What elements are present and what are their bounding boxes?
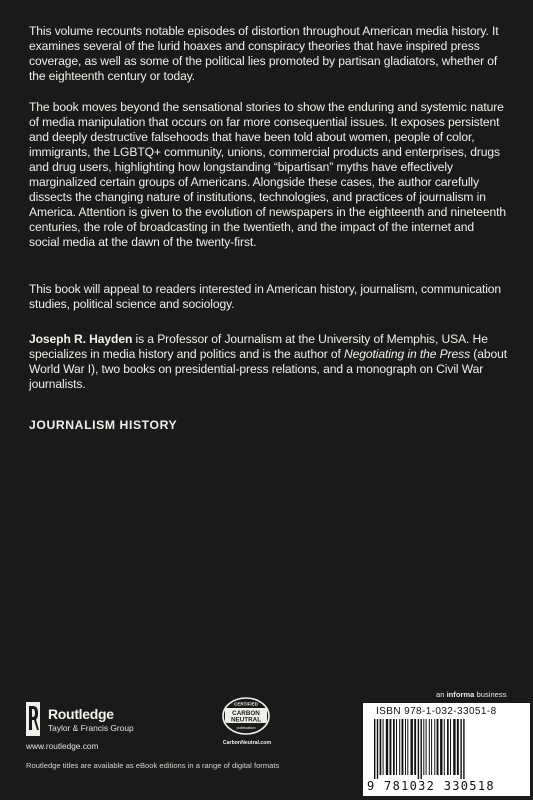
author-bio-part-2: (about World War I), two books on presidential-press relations, and a monograph on Civil War journalists.	[29, 347, 507, 391]
blurb-text: This volume recounts notable episodes of distortion throughout American media history. It examines several of the lurid hoaxes and conspiracy theories that have inspired press coverage, as well as some of the political lies promoted by partisan gladiators, whether of the eighteenth century or today.	[29, 24, 499, 83]
blurb-paragraph-2	[29, 100, 507, 250]
ebook-note: Routledge titles are available as eBook editions in a range of digital formats	[26, 761, 280, 770]
isbn-barcode	[363, 703, 530, 796]
routledge-logo-icon	[26, 702, 40, 736]
informa-suffix: business	[474, 690, 507, 699]
author-name: Joseph R. Hayden	[29, 332, 133, 346]
informa-brand: informa	[446, 690, 475, 699]
subject-category: JOURNALISM HISTORY	[29, 418, 178, 432]
author-book-title: Negotiating in the Press	[344, 347, 471, 361]
informa-tagline	[436, 690, 507, 699]
barcode-digits: 9 781032 330518	[367, 779, 495, 793]
blurb-text: This book will appeal to readers interested in American history, journalism, communication studies, political science and sociology.	[29, 282, 502, 311]
carbon-neutral-seal-icon	[221, 696, 271, 736]
blurb-text: The book moves beyond the sensational stories to show the enduring and systemic nature of media manipulation that occurs on far more consequential issues. It exposes persistent and deeply destructive falsehoods that have been told about women, people of color, immigrants, the LGBTQ+ community, unions, commercial products and enterprises, drugs and drug users, highlighting how longstanding “bipartisan” myths have effectively marginalized certain groups of Americans. Alongside these cases, the author carefully dissects the changing nature of institutions, technologies, and practices of journalism in America. Attention is given to the evolution of newspapers in the eighteenth and nineteenth centuries, the role of broadcasting in the twentieth, and the impact of the internet and social media at the dawn of the twenty-first.	[29, 100, 506, 249]
publisher-url[interactable]: www.routledge.com	[26, 741, 99, 751]
seal-middle-text-1: CARBON	[232, 710, 260, 717]
publisher-name: Routledge	[48, 706, 114, 722]
barcode-icon	[368, 719, 520, 781]
blurb-paragraph-3	[29, 282, 507, 312]
author-bio-part-1: is a Professor of Journalism at the University of Memphis, USA. He specializes in media history and politics and is the author of	[29, 332, 488, 361]
author-bio	[29, 332, 507, 392]
blurb-paragraph-1	[29, 24, 507, 84]
isbn-label: ISBN 978-1-032-33051-8	[376, 706, 497, 717]
seal-top-text: CERTIFIED	[234, 701, 258, 707]
seal-url: CarbonNeutral.com	[222, 740, 272, 746]
seal-bottom-text: publication	[236, 725, 256, 730]
seal-middle-text-2: NEUTRAL	[230, 716, 262, 724]
author-bio-text	[29, 332, 507, 392]
publisher-group: Taylor & Francis Group	[48, 723, 134, 733]
informa-prefix: an	[436, 690, 447, 699]
